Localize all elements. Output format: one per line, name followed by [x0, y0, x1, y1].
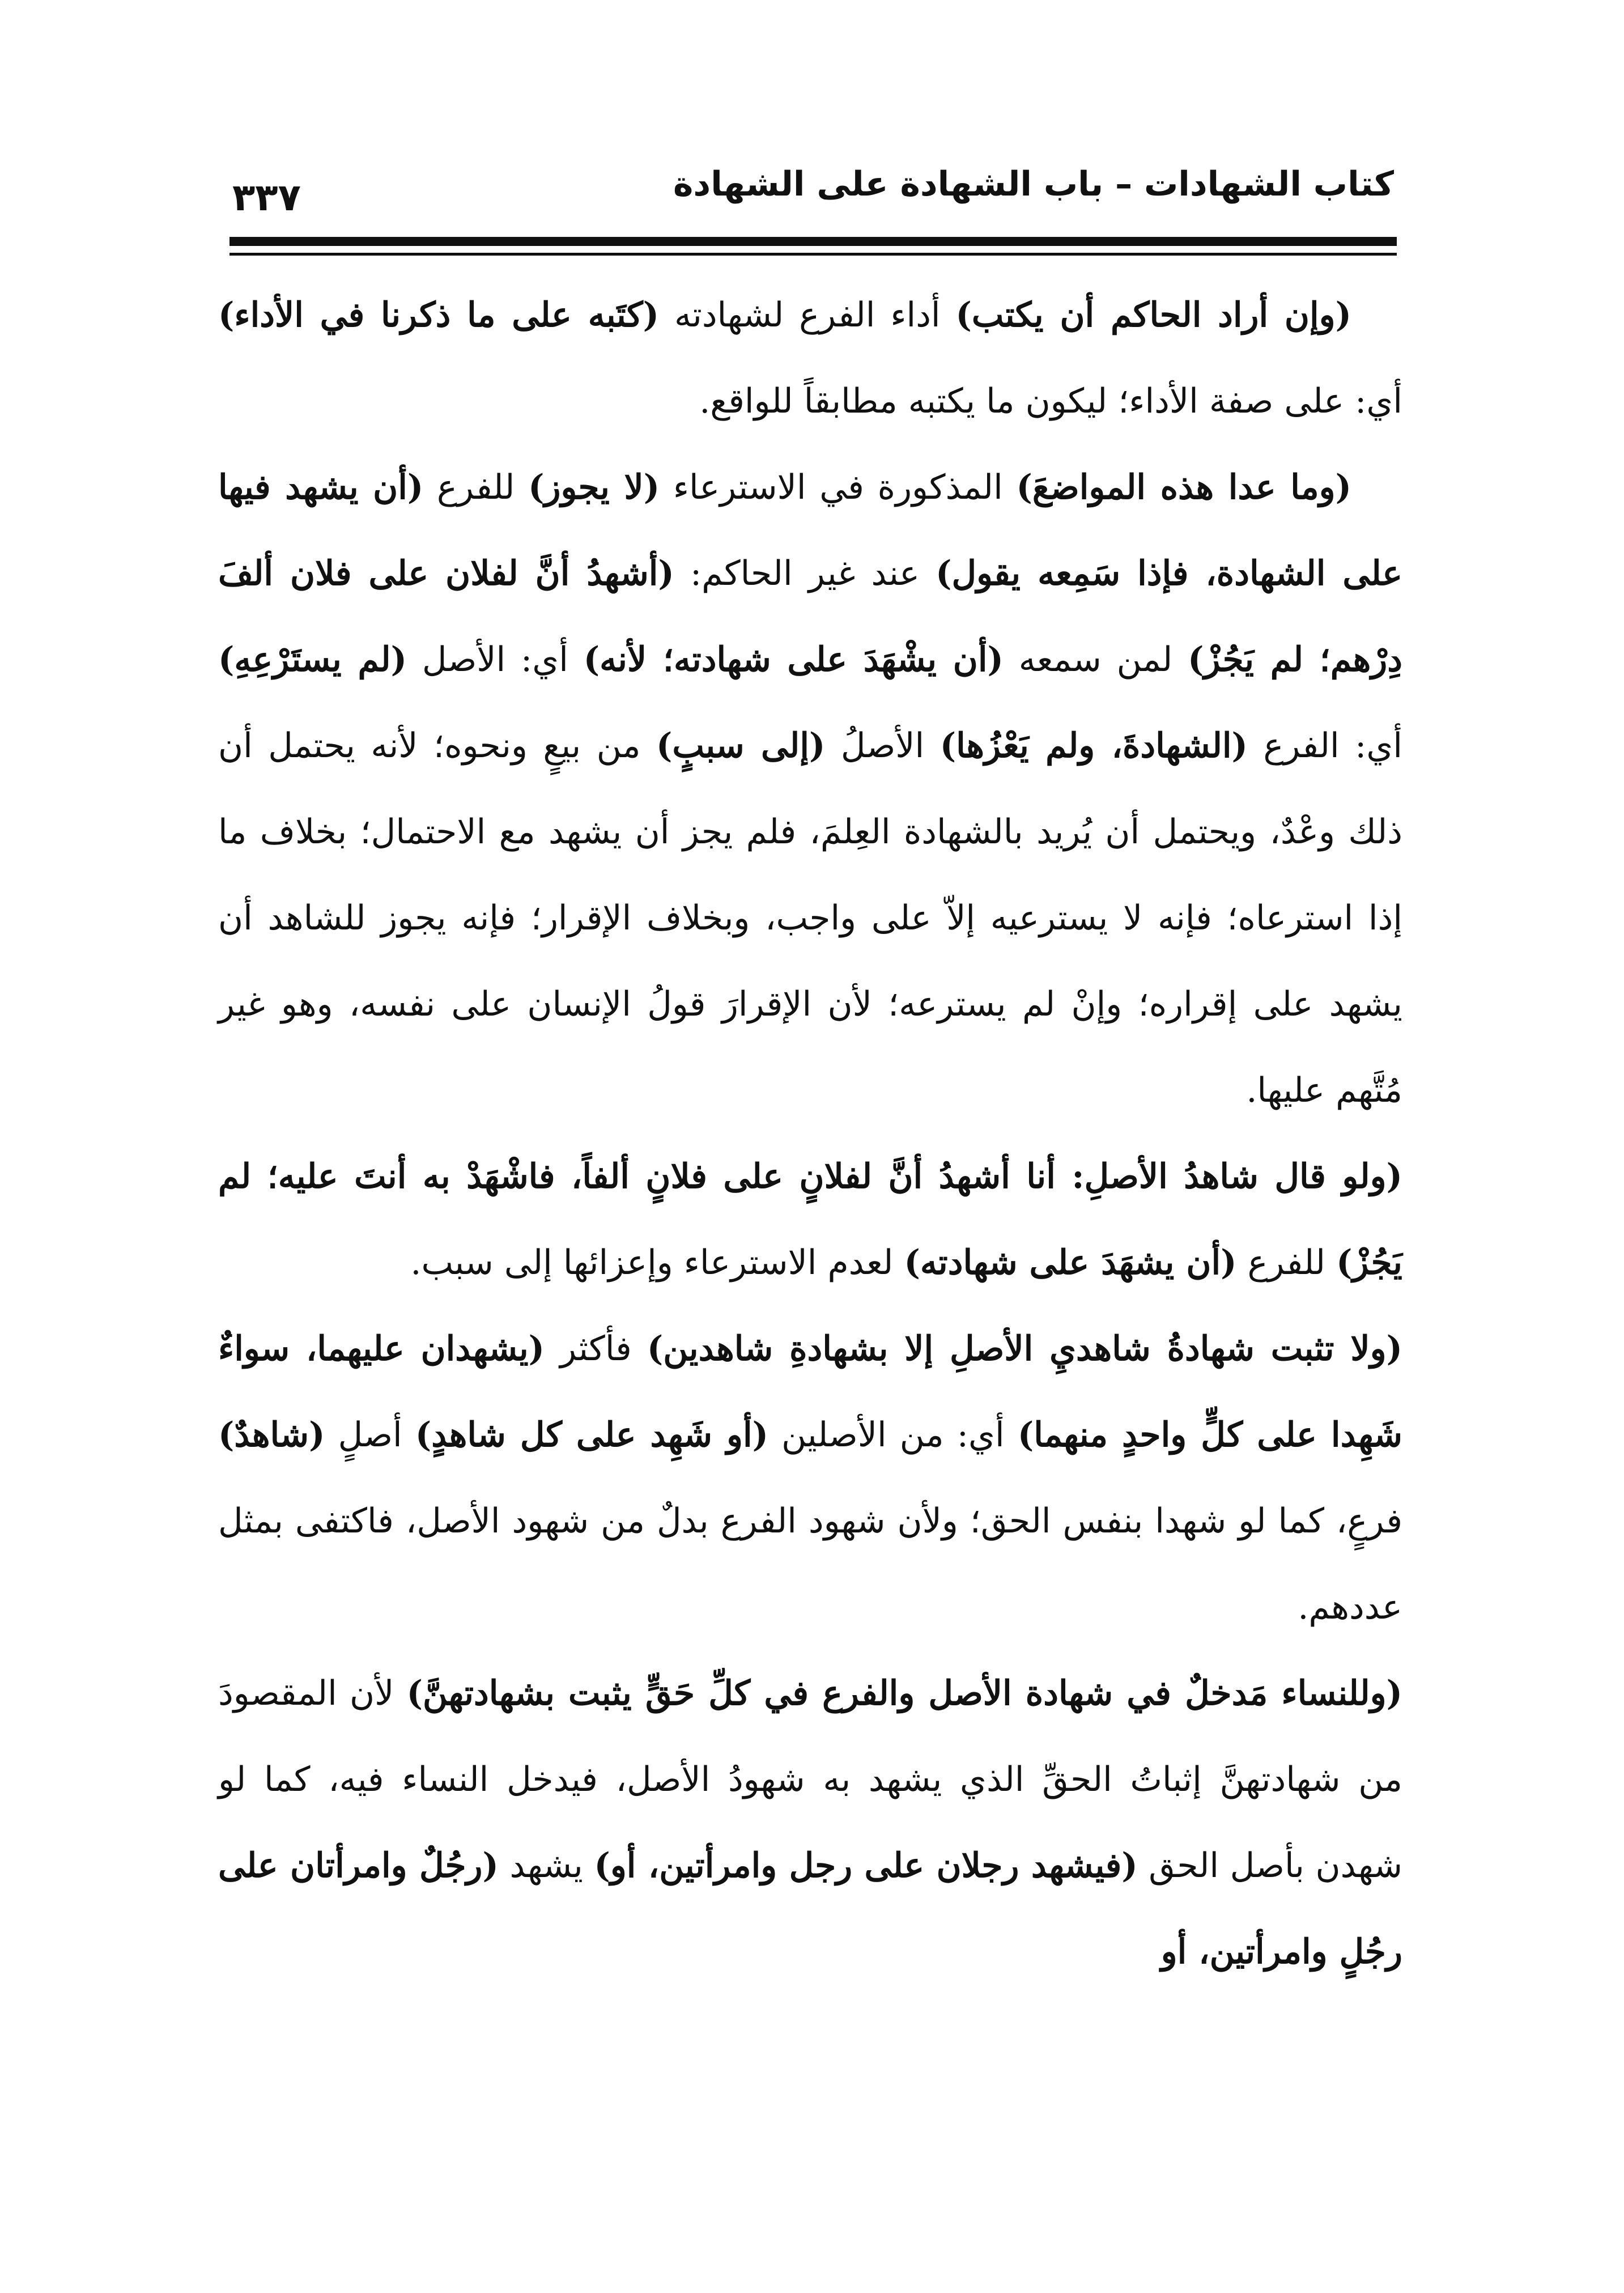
header-rule-thin — [229, 253, 1397, 256]
bold-text-segment: (وللنساء مَدخلٌ في شهادة الأصل والفرع في كلِّ حَقٍّ يثبت بشهادتهنَّ) — [406, 1674, 1402, 1713]
paragraph — [218, 272, 1402, 444]
header-rule-thick — [229, 237, 1397, 246]
bold-text-segment: (رجُلٌ وامرأتان على رجُلٍ وامرأتين، أو — [218, 1846, 1402, 1972]
text-segment: للفرع — [1236, 1243, 1337, 1283]
page-header — [232, 153, 1394, 238]
bold-text-segment: (شاهدٌ) — [218, 1415, 325, 1455]
bold-text-segment: (إلى سببٍ) — [656, 726, 826, 766]
paragraph — [218, 444, 1402, 1133]
text-segment: المذكورة في الاسترعاء — [660, 468, 1017, 507]
bold-text-segment: (وإن أراد الحاكم أن يكتب) — [955, 295, 1352, 335]
text-segment: أي: الأصل — [407, 640, 584, 680]
paragraph — [218, 1133, 1402, 1306]
bold-text-segment: (لم يستَرْعِهِ) — [218, 640, 407, 680]
bold-text-segment: (يشهدان عليهما، سواءٌ شَهِدا على كلٍّ واحدٍ منهما) — [218, 1329, 1402, 1455]
paragraph — [218, 1650, 1402, 1995]
text-segment: أي: الفرع — [1247, 726, 1403, 766]
bold-text-segment: (الشهادةَ، ولم يَعْزُها) — [939, 726, 1248, 766]
bold-text-segment: (أن يشهد فيها على الشهادة، فإذا سَمِعه يقول) — [218, 468, 1402, 593]
text-segment: أي: على صفة الأداء؛ ليكون ما يكتبه مطابقاً للواقع. — [699, 381, 1402, 421]
bold-text-segment: (ولو قال شاهدُ الأصلِ: أنا أشهدُ أنَّ لفلانٍ على فلانٍ ألفاً، فاشْهَدْ به أنتَ عليه؛ لم يَجُزْ) — [218, 1157, 1402, 1283]
paragraph — [218, 1306, 1402, 1650]
text-segment: للفرع — [423, 468, 529, 507]
bold-text-segment: (لا يجوز) — [528, 468, 660, 507]
text-segment: فرعٍ، كما لو شهدا بنفس الحق؛ ولأن شهود الفرع بدلٌ من شهود الأصل، فاكتفى بمثل عددهم. — [218, 1501, 1402, 1627]
text-segment: من بيعٍ ونحوه؛ لأنه يحتمل أن ذلك وعْدٌ، ويحتمل أن يُريد بالشهادة العِلمَ، فلم يجز أن يشهد مع الاحتمال؛ بخلاف ما إذا استرعاه؛ فإنه لا يسترعيه إلاّ على واجب، وبخلاف الإقرار؛ فإنه يجوز للشاهد أن يشهد على إقراره؛ وإنْ لم يسترعه؛ لأن الإقرارَ قولُ الإنسان على نفسه، وهو غير مُتَّهم عليها. — [218, 726, 1402, 1110]
text-segment: لأن المقصودَ من شهادتهنَّ إثباتُ الحقِّ الذي يشهد به شهودُ الأصل، فيدخل النساء فيه، كما لو شهدن بأصل الحق — [218, 1674, 1403, 1886]
bold-text-segment: (كتَبه على ما ذكرنا في الأداء) — [218, 295, 660, 335]
bold-text-segment: (فيشهد رجلان على رجل وامرأتين، أو) — [594, 1846, 1138, 1886]
text-segment: يشهد — [498, 1846, 594, 1886]
bold-text-segment: (أن يشهَدَ على شهادته) — [904, 1243, 1237, 1283]
text-segment: أي: من الأصلين — [768, 1415, 1018, 1455]
text-segment: أصلٍ — [325, 1415, 415, 1455]
text-segment: لمن سمعه — [1003, 640, 1188, 680]
page-number: ٣٣٧ — [232, 176, 301, 219]
text-segment: لعدم الاسترعاء وإعزائها إلى سبب. — [410, 1243, 904, 1283]
text-segment: عند غير الحاكم: — [674, 554, 936, 593]
running-title: كتاب الشهادات – باب الشهادة على الشهادة — [673, 164, 1394, 204]
bold-text-segment: (أشهدُ أنَّ لفلان على فلان ألفَ دِرْهم؛ لم يَجُزْ) — [218, 554, 1402, 680]
text-segment: الأصلُ — [825, 726, 940, 766]
bold-text-segment: (أن يشْهَدَ على شهادته؛ لأنه) — [583, 640, 1004, 680]
body-text — [218, 272, 1402, 1995]
bold-text-segment: (وما عدا هذه المواضعَ) — [1016, 468, 1351, 507]
bold-text-segment: (ولا تثبت شهادةُ شاهديِ الأصلِ إلا بشهادةِ شاهدين) — [647, 1329, 1403, 1369]
text-segment: أداء الفرع لشهادته — [659, 295, 956, 335]
text-segment: فأكثر — [545, 1329, 647, 1369]
bold-text-segment: (أو شَهِد على كل شاهدٍ) — [415, 1415, 768, 1455]
